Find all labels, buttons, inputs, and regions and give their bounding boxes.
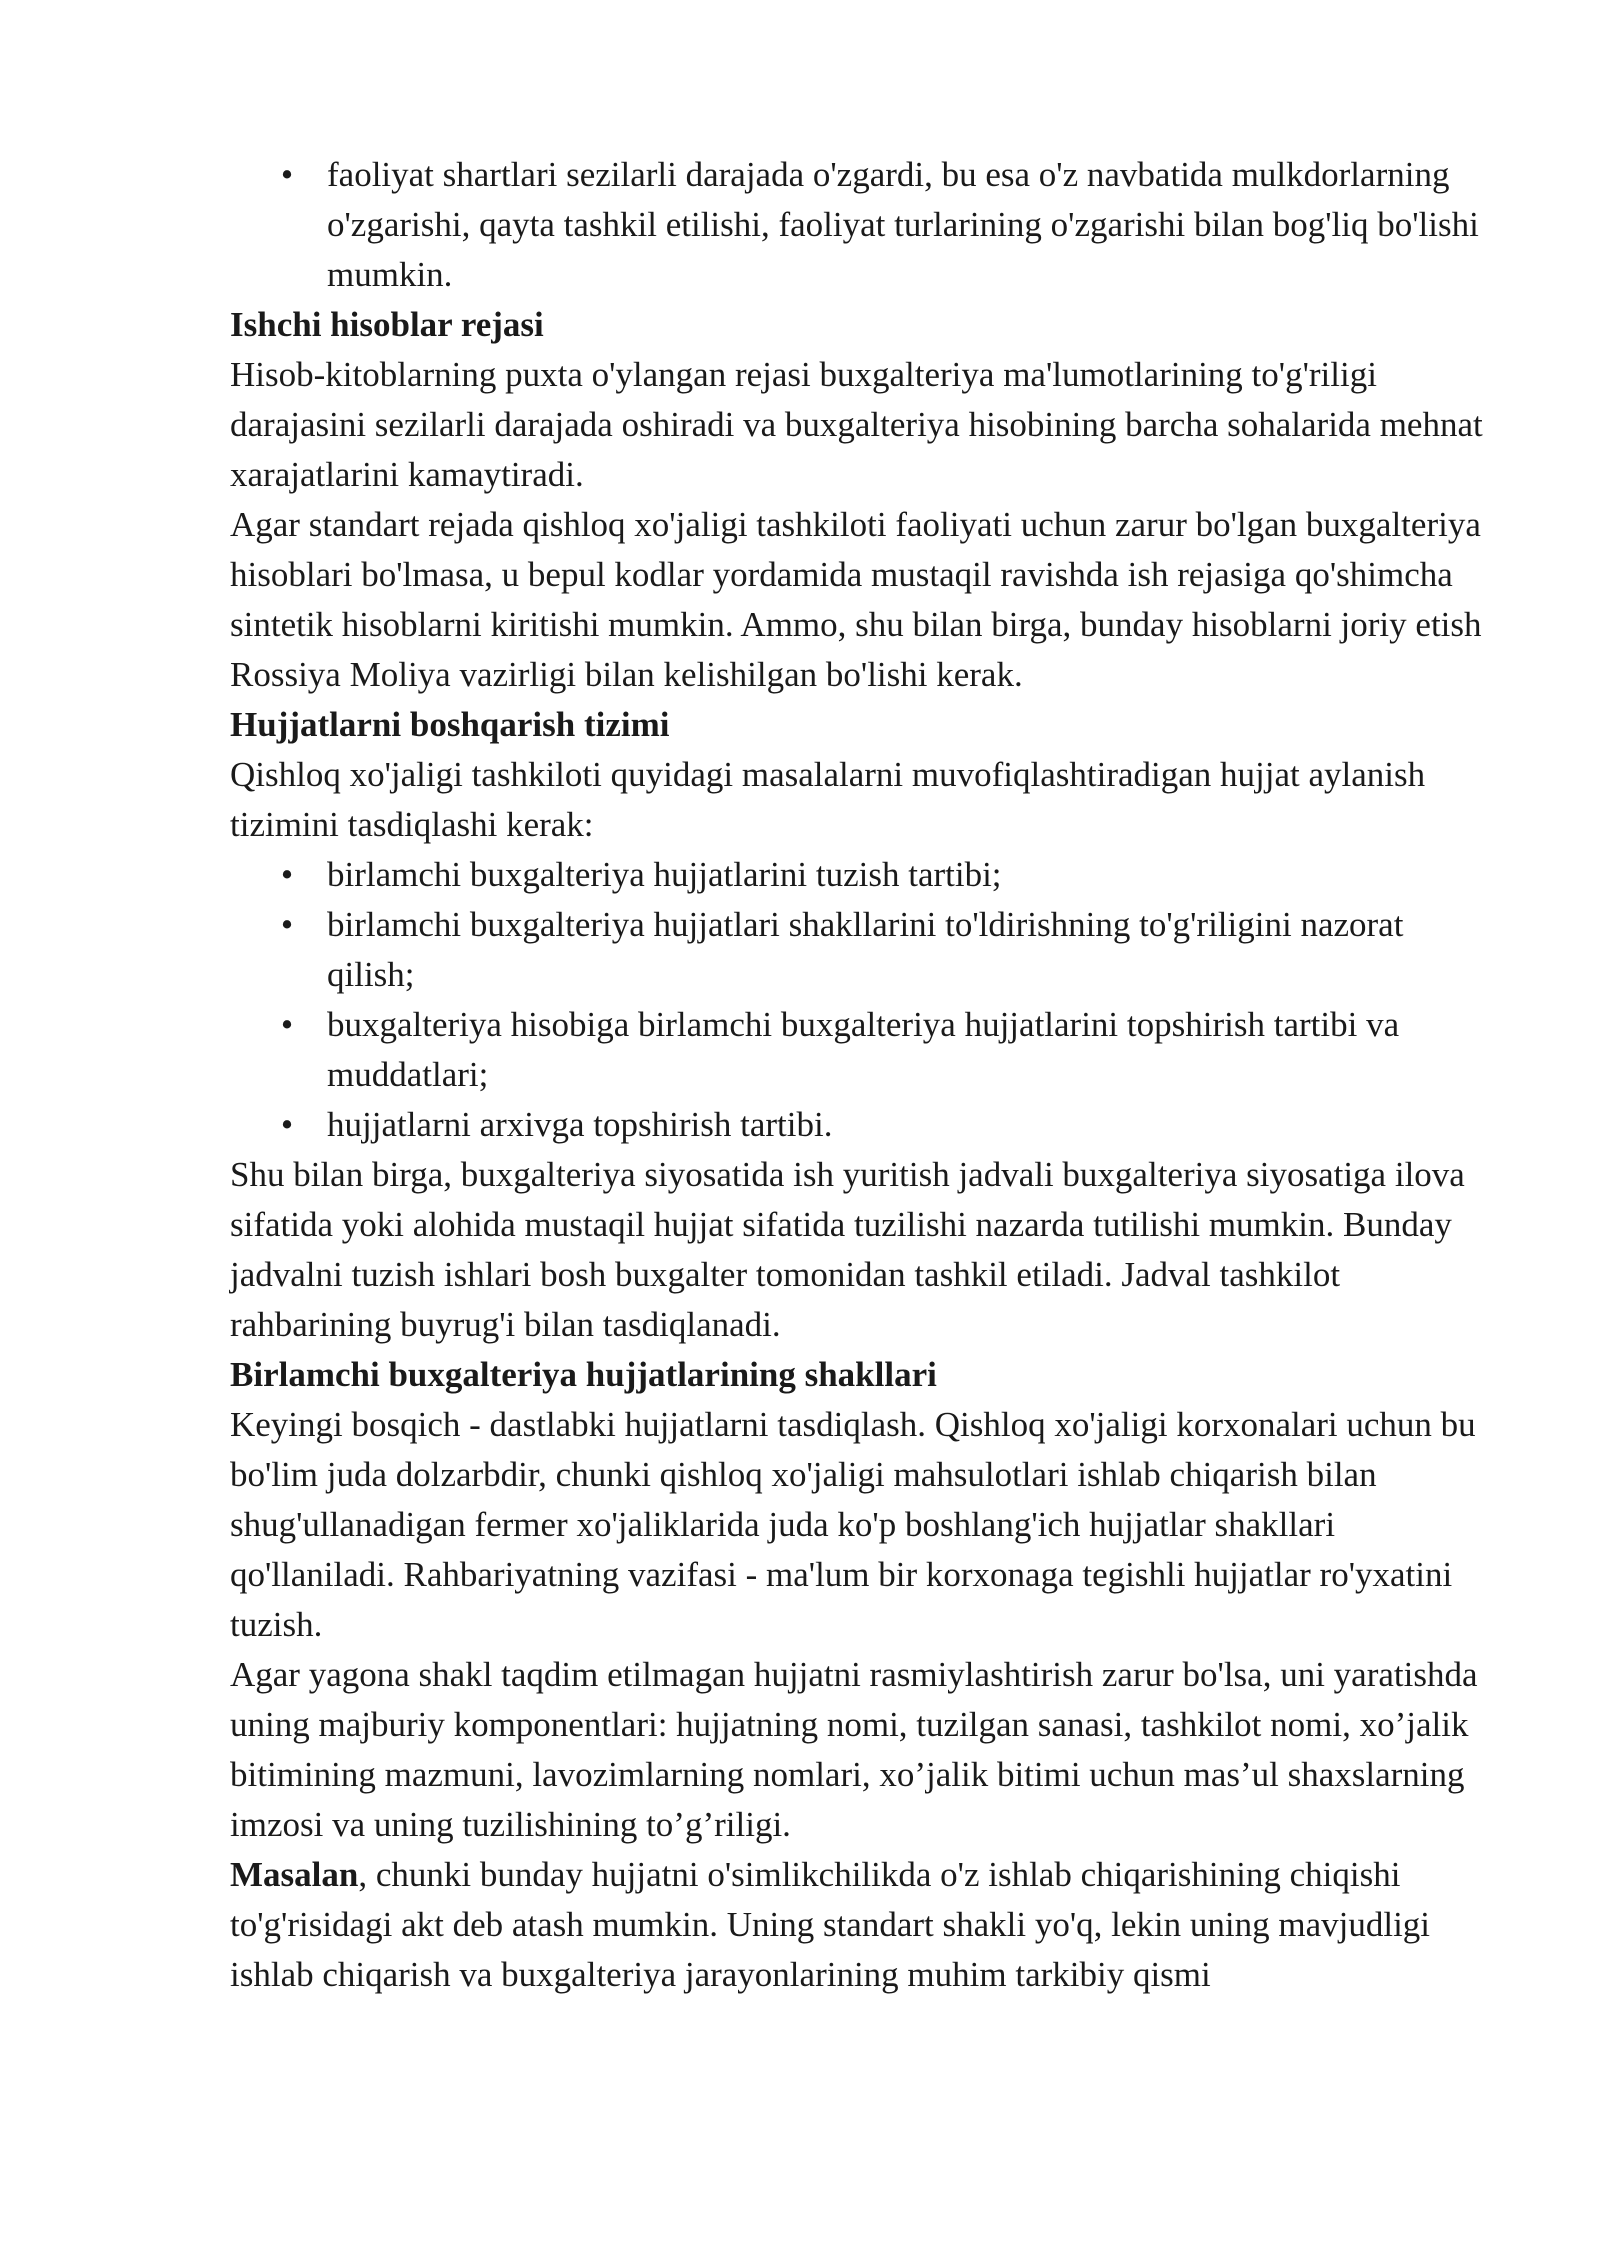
paragraph: Shu bilan birga, buxgalteriya siyosatida ish yuritish jadvali buxgalteriya siyosatiga ilova sifatida yoki alohida mustaqil hujjat sifatida tuzilishi nazarda tutilishi mumkin. Bunday jadvalni tuzish ishlari bosh buxgalter tomonidan tashkil etiladi. Jadval tashkilot rahbarining buyrug'i bilan tasdiqlanadi. xyxy=(230,1155,1465,1344)
bullet-icon: • xyxy=(280,1005,294,1044)
section-heading-birlamchi-hujjatlar: Birlamchi buxgalteriya hujjatlarining shakllari xyxy=(230,1355,937,1394)
section-heading-ishchi-hisoblar: Ishchi hisoblar rejasi xyxy=(230,305,544,344)
list-item xyxy=(230,150,1490,300)
paragraph: Agar standart rejada qishloq xo'jaligi tashkiloti faoliyati uchun zarur bo'lgan buxgalteriya hisoblari bo'lmasa, u bepul kodlar yordamida mustaqil ravishda ish rejasiga qo'shimcha sintetik hisoblarni kiritishi mumkin. Ammo, shu bilan birga, bunday hisoblarni joriy etish Rossiya Moliya vazirligi bilan kelishilgan bo'lishi kerak. xyxy=(230,505,1482,694)
bullet-list-documents xyxy=(230,850,1490,1150)
bullet-icon: • xyxy=(280,155,294,194)
list-item-text: buxgalteriya hisobiga birlamchi buxgalteriya hujjatlarini topshirish tartibi va muddatlari; xyxy=(327,1005,1400,1094)
bullet-list-top xyxy=(230,150,1490,300)
paragraph: Keyingi bosqich - dastlabki hujjatlarni tasdiqlash. Qishloq xo'jaligi korxonalari uchun bu bo'lim juda dolzarbdir, chunki qishloq xo'jaligi mahsulotlari ishlab chiqarish bilan shug'ullanadigan fermer xo'jaliklarida juda ko'p boshlang'ich hujjatlar shakllari qo'llaniladi. Rahbariyatning vazifasi - ma'lum bir korxonaga tegishli hujjatlar ro'yxatini tuzish. xyxy=(230,1405,1476,1644)
bullet-icon: • xyxy=(280,905,294,944)
bullet-icon: • xyxy=(280,1105,294,1144)
paragraph: Agar yagona shakl taqdim etilmagan hujjatni rasmiylashtirish zarur bo'lsa, uni yaratishda uning majburiy komponentlari: hujjatning nomi, tuzilgan sanasi, tashkilot nomi, xo’jalik bitimining mazmuni, lavozimlarning nomlari, xo’jalik bitimi uchun mas’ul shaxslarning imzosi va uning tuzilishining to’g’riligi. xyxy=(230,1655,1478,1844)
list-item-text: birlamchi buxgalteriya hujjatlari shakllarini to'ldirishning to'g'riligini nazorat qilish; xyxy=(327,905,1404,994)
section-heading-hujjatlarni-boshqarish: Hujjatlarni boshqarish tizimi xyxy=(230,705,670,744)
list-item-text: hujjatlarni arxivga topshirish tartibi. xyxy=(327,1105,833,1144)
list-item-text: faoliyat shartlari sezilarli darajada o'zgardi, bu esa o'z navbatida mulkdorlarning o'zgarishi, qayta tashkil etilishi, faoliyat turlarining o'zgarishi bilan bog'liq bo'lishi mumkin. xyxy=(327,155,1479,294)
paragraph: Qishloq xo'jaligi tashkiloti quyidagi masalalarni muvofiqlashtiradigan hujjat aylanish tizimini tasdiqlashi kerak: xyxy=(230,755,1426,844)
list-item xyxy=(230,850,1490,900)
list-item xyxy=(230,1000,1490,1100)
list-item xyxy=(230,900,1490,1000)
paragraph-example xyxy=(230,1850,1490,2000)
list-item xyxy=(230,1100,1490,1150)
list-item-text: birlamchi buxgalteriya hujjatlarini tuzish tartibi; xyxy=(327,855,1002,894)
bullet-icon: • xyxy=(280,855,294,894)
paragraph-text: , chunki bunday hujjatni o'simlikchilikda o'z ishlab chiqarishining chiqishi to'g'risidagi akt deb atash mumkin. Uning standart shakli yo'q, lekin uning mavjudligi ishlab chiqarish va buxgalteriya jarayonlarining muhim tarkibiy qismi xyxy=(230,1855,1431,1994)
paragraph: Hisob-kitoblarning puxta o'ylangan rejasi buxgalteriya ma'lumotlarining to'g'riligi darajasini sezilarli darajada oshiradi va buxgalteriya hisobining barcha sohalarida mehnat xarajatlarini kamaytiradi. xyxy=(230,355,1483,494)
bold-lead-word: Masalan xyxy=(230,1855,359,1894)
document-page xyxy=(230,150,1490,2000)
